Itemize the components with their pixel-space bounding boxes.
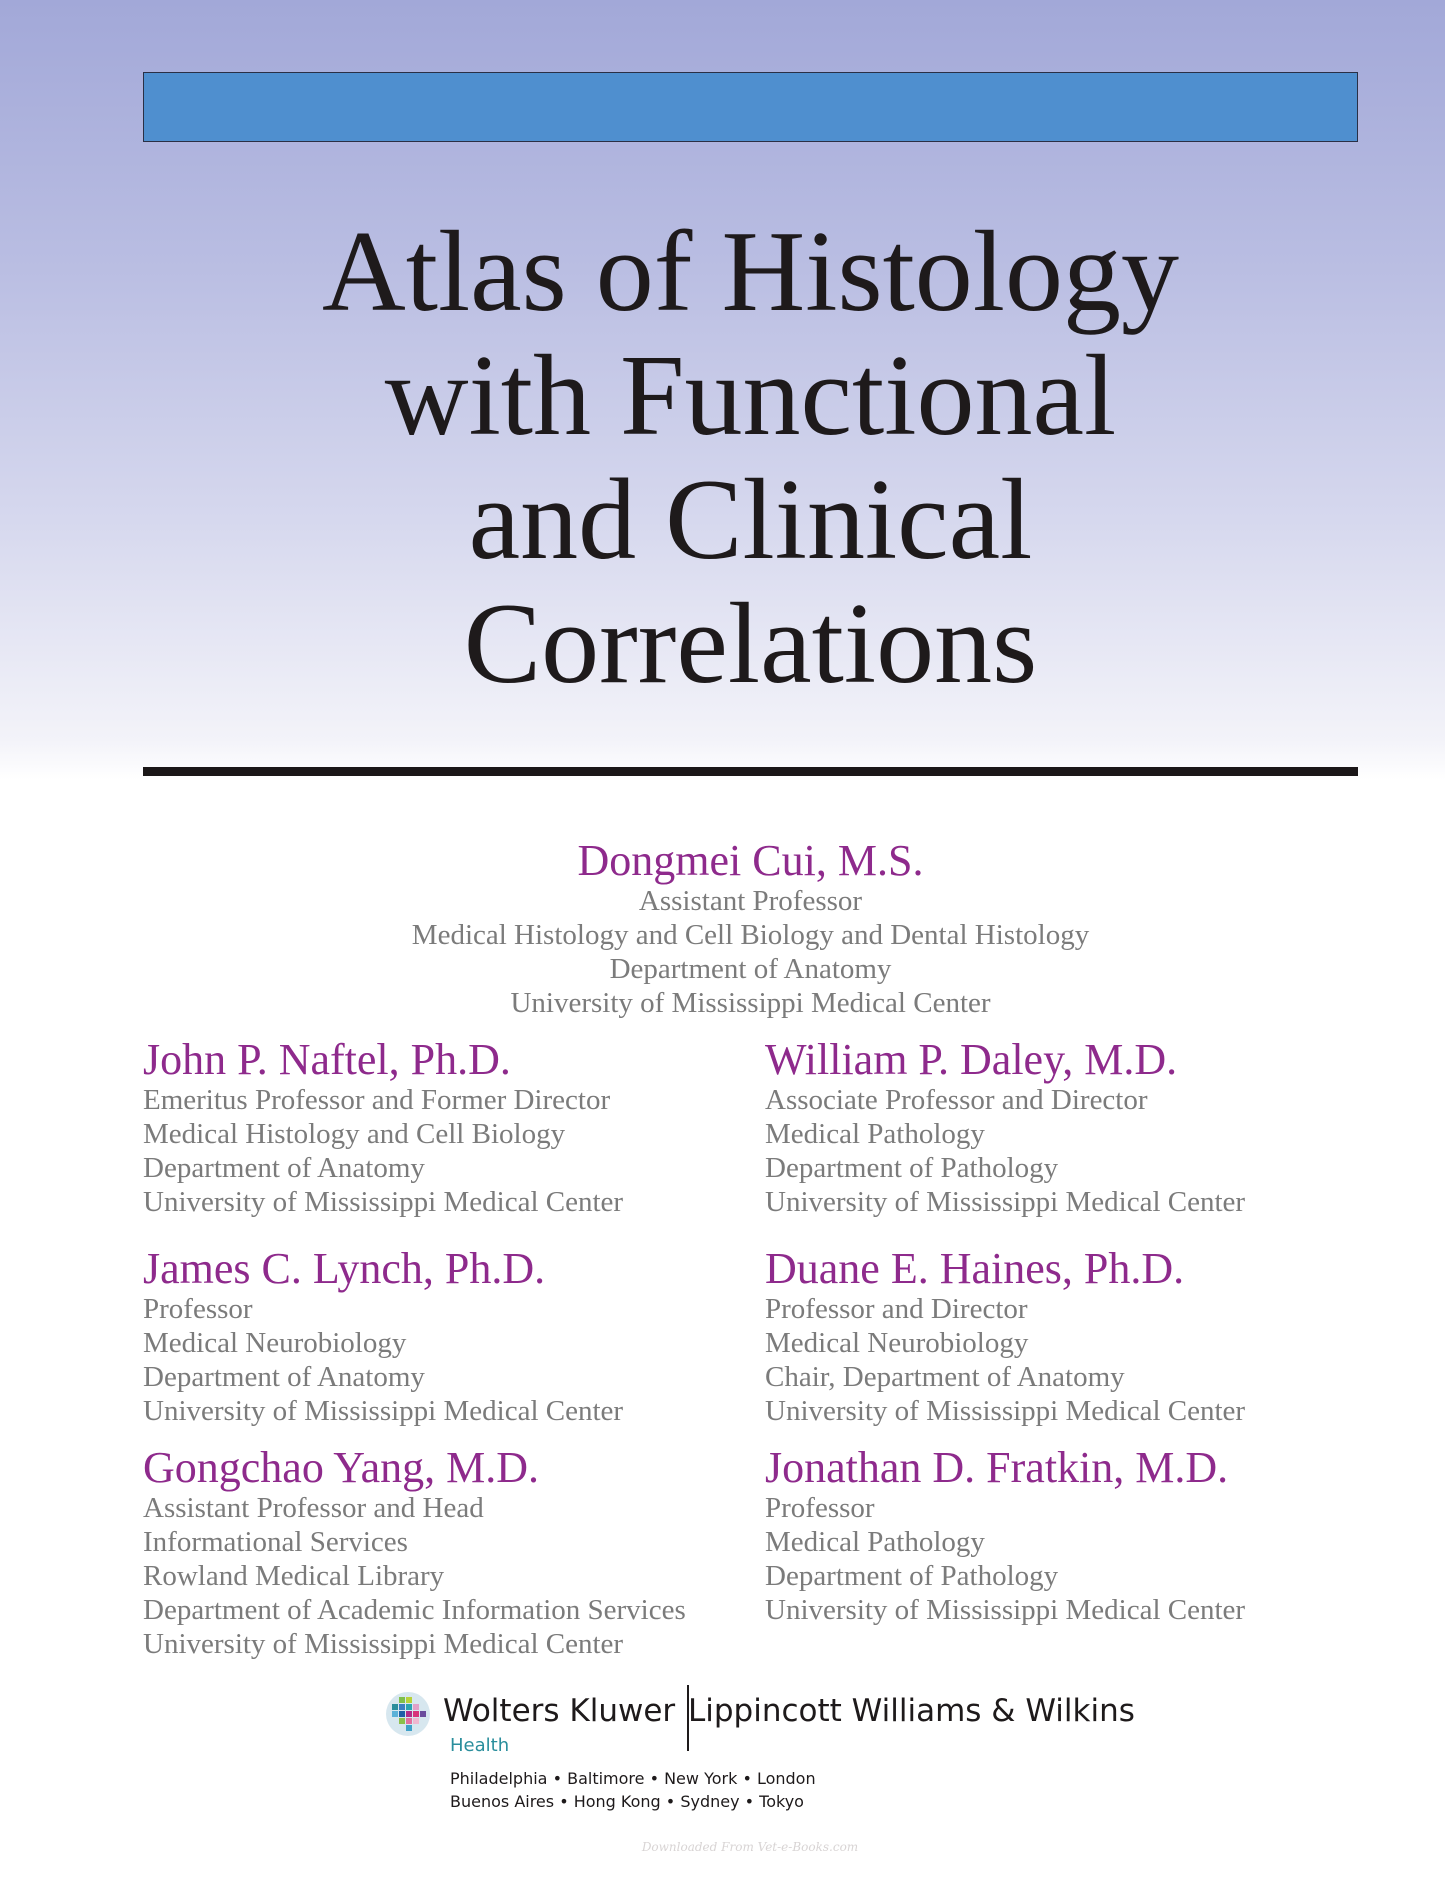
- author-affiliation: Assistant Professor and Head: [143, 1492, 484, 1524]
- title-line: Atlas of Histology: [321, 208, 1180, 336]
- author-affiliation: Informational Services: [143, 1526, 408, 1558]
- author-affiliation: Medical Neurobiology: [143, 1327, 407, 1359]
- author-block: [765, 1246, 1245, 1428]
- author-block: [143, 1445, 686, 1661]
- author-affiliation: Department of Anatomy: [609, 953, 892, 985]
- author-affiliation: Medical Histology and Cell Biology: [143, 1118, 566, 1150]
- author-affiliation: Associate Professor and Director: [765, 1084, 1148, 1116]
- author-affiliation: Department of Anatomy: [143, 1361, 425, 1393]
- publisher-division: Health: [450, 1735, 510, 1756]
- author-name: Gongchao Yang, M.D.: [143, 1443, 539, 1492]
- author-block: [765, 1445, 1245, 1627]
- author-name: John P. Naftel, Ph.D.: [143, 1035, 511, 1084]
- author-block: [143, 1037, 623, 1219]
- author-name: Jonathan D. Fratkin, M.D.: [765, 1443, 1229, 1492]
- author-affiliation: University of Mississippi Medical Center: [143, 1395, 624, 1427]
- author-affiliation: Professor: [143, 1293, 253, 1325]
- title-line: and Clinical: [468, 456, 1033, 584]
- publisher-cities-line: Buenos Aires • Hong Kong • Sydney • Tokyo: [450, 1792, 804, 1811]
- author-block: [143, 1246, 623, 1428]
- author-affiliation: Department of Academic Information Services: [143, 1594, 686, 1626]
- author-affiliation: Department of Pathology: [765, 1152, 1059, 1184]
- author-name: Dongmei Cui, M.S.: [577, 836, 924, 885]
- wolters-kluwer-logo-icon: [385, 1691, 431, 1737]
- book-title: [143, 210, 1358, 706]
- author-affiliation: University of Mississippi Medical Center: [765, 1594, 1246, 1626]
- publisher-cities: [450, 1767, 816, 1813]
- author-affiliation: Rowland Medical Library: [143, 1560, 445, 1592]
- author-affiliation: Department of Anatomy: [143, 1152, 425, 1184]
- author-affiliation: Professor and Director: [765, 1293, 1028, 1325]
- publisher-name: Wolters Kluwer: [443, 1693, 676, 1729]
- author-affiliation: Chair, Department of Anatomy: [765, 1361, 1125, 1393]
- author-affiliation: University of Mississippi Medical Center: [510, 987, 991, 1019]
- download-watermark: Downloaded From Vet-e-Books.com: [641, 1840, 859, 1854]
- author-block: [765, 1037, 1245, 1219]
- author-name: James C. Lynch, Ph.D.: [143, 1244, 546, 1293]
- title-line: with Functional: [384, 332, 1117, 460]
- author-affiliation: Medical Pathology: [765, 1118, 985, 1150]
- author-affiliation: University of Mississippi Medical Center: [143, 1628, 624, 1660]
- publisher-imprint: Lippincott Williams & Wilkins: [688, 1693, 1135, 1729]
- author-affiliation: University of Mississippi Medical Center: [765, 1395, 1246, 1427]
- author-affiliation: University of Mississippi Medical Center: [765, 1186, 1246, 1218]
- author-name: William P. Daley, M.D.: [765, 1035, 1178, 1084]
- author-affiliation: Emeritus Professor and Former Director: [143, 1084, 611, 1116]
- author-affiliation: Medical Pathology: [765, 1526, 985, 1558]
- author-affiliation: University of Mississippi Medical Center: [143, 1186, 624, 1218]
- publisher-cities-line: Philadelphia • Baltimore • New York • London: [450, 1769, 816, 1788]
- title-divider-rule: [143, 767, 1358, 776]
- title-line: Correlations: [463, 580, 1038, 708]
- author-name: Duane E. Haines, Ph.D.: [765, 1244, 1185, 1293]
- top-color-bar: [143, 72, 1358, 142]
- author-affiliation: Medical Neurobiology: [765, 1327, 1029, 1359]
- author-affiliation: Department of Pathology: [765, 1560, 1059, 1592]
- publisher-block: [385, 1685, 1145, 1815]
- author-affiliation: Assistant Professor: [638, 885, 863, 917]
- lead-author-block: [143, 838, 1358, 1020]
- author-affiliation: Professor: [765, 1492, 875, 1524]
- author-affiliation: Medical Histology and Cell Biology and Dental Histology: [411, 919, 1090, 951]
